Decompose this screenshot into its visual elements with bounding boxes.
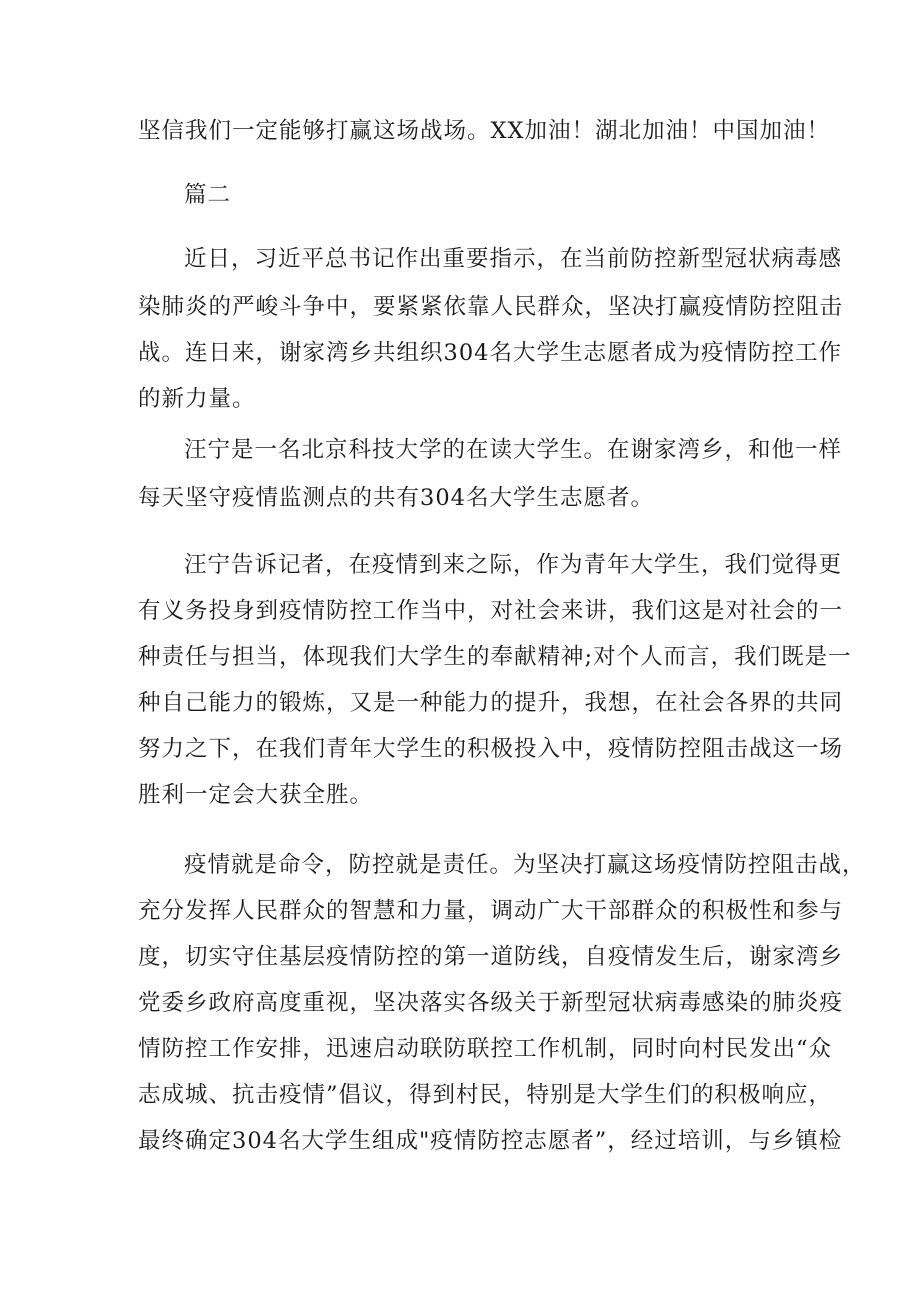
- text-line: 汪宁告诉记者，在疫情到来之际，作为青年大学生，我们觉得更: [184, 552, 843, 578]
- text-line: 种自己能力的锻炼，又是一种能力的提升，我想，在社会各界的共同: [138, 690, 844, 716]
- text-line: 情防控工作安排，迅速启动联防联控工作机制，同时向村民发出“众: [138, 1036, 833, 1062]
- text-line: 种责任与担当，体现我们大学生的奉献精神;对个人而言，我们既是一: [138, 644, 852, 670]
- text-line: 度，切实守住基层疫情防控的第一道防线，自疫情发生后，谢家湾乡: [138, 944, 844, 970]
- text-line: 染肺炎的严峻斗争中，要紧紧依靠人民群众，坚决打赢疫情防控阻击: [138, 294, 844, 320]
- text-line: 疫情就是命令，防控就是责任。为坚决打赢这场疫情防控阻击战，: [184, 852, 866, 878]
- text-line: 有义务投身到疫情防控工作当中，对社会来讲，我们这是对社会的一: [138, 598, 844, 624]
- text-line: 党委乡政府高度重视，坚决落实各级关于新型冠状病毒感染的肺炎疫: [138, 990, 844, 1016]
- text-line: 最终确定304名大学生组成"疫情防控志愿者”，经过培训，与乡镇检: [138, 1128, 843, 1154]
- text-line: 坚信我们一定能够打赢这场战场。XX加油！湖北加油！中国加油！: [138, 118, 831, 144]
- text-line: 每天坚守疫情监测点的共有304名大学生志愿者。: [138, 485, 654, 511]
- text-line: 胜利一定会大获全胜。: [138, 782, 374, 808]
- section-heading: 篇二: [184, 182, 232, 208]
- text-line: 充分发挥人民群众的智慧和力量，调动广大干部群众的积极性和参与: [138, 898, 844, 924]
- text-line: 的新力量。: [138, 386, 256, 412]
- text-line: 志成城、抗击疫情”倡议，得到村民，特别是大学生们的积极响应，: [138, 1082, 833, 1108]
- text-line: 近日，习近平总书记作出重要指示，在当前防控新型冠状病毒感: [184, 246, 843, 272]
- text-line: 汪宁是一名北京科技大学的在读大学生。在谢家湾乡，和他一样: [184, 437, 843, 463]
- text-line: 战。连日来，谢家湾乡共组织304名大学生志愿者成为疫情防控工作: [138, 340, 842, 366]
- text-line: 努力之下，在我们青年大学生的积极投入中，疫情防控阻击战这一场: [138, 736, 844, 762]
